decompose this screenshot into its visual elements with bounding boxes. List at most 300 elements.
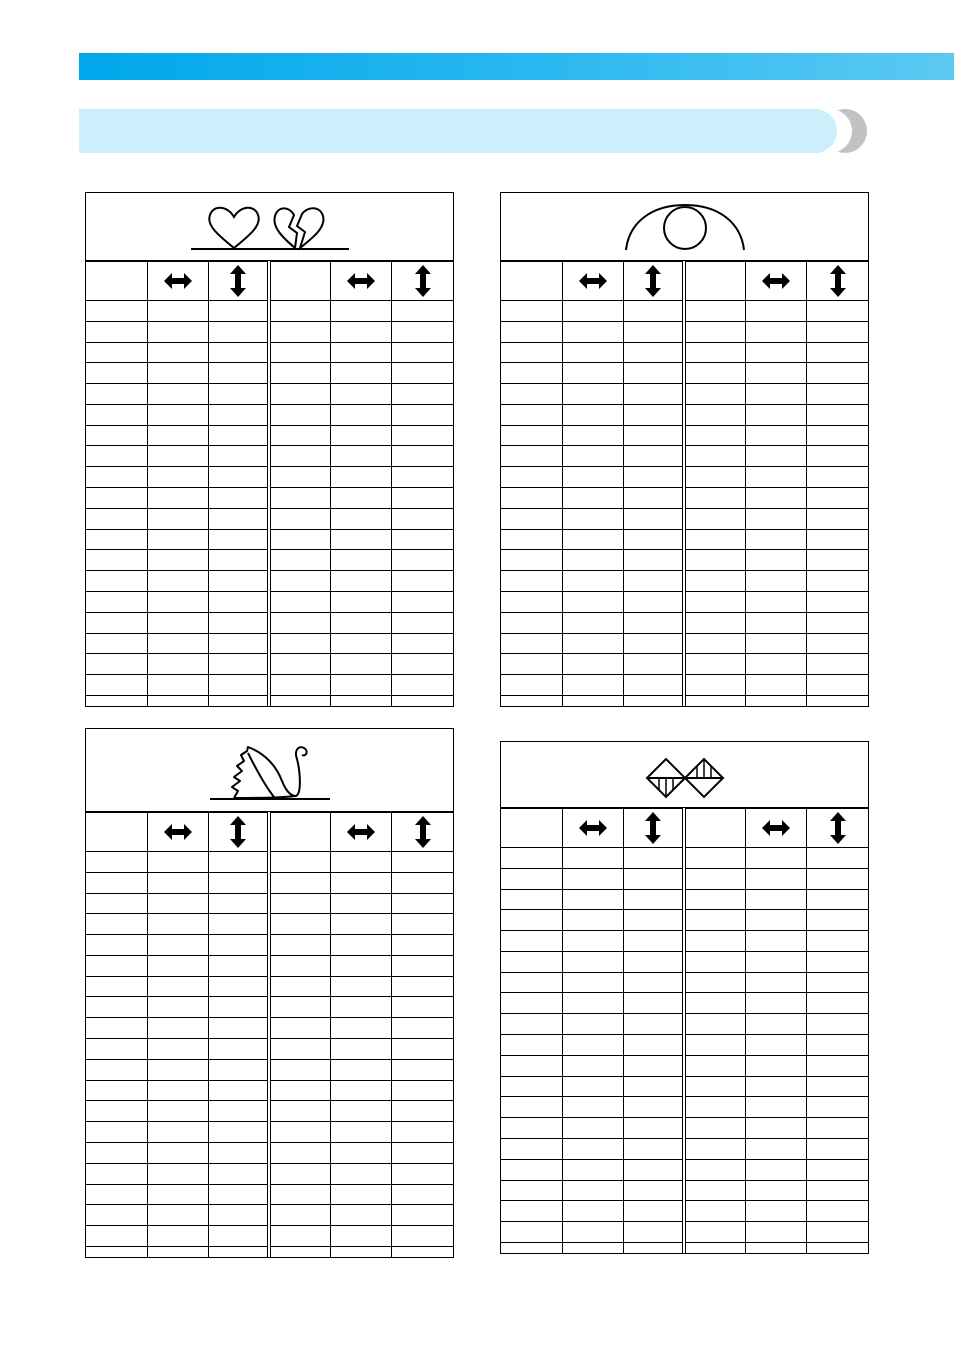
height-header-cell xyxy=(392,262,453,301)
record-cell xyxy=(331,654,392,675)
record-cell xyxy=(86,591,147,612)
record-cell xyxy=(86,446,147,467)
table-row xyxy=(86,997,453,1018)
record-cell xyxy=(331,529,392,550)
record-cell xyxy=(501,675,562,696)
diamond-record-table xyxy=(500,741,869,1254)
record-cell xyxy=(147,675,208,696)
record-cell xyxy=(807,342,868,363)
record-cell xyxy=(684,342,745,363)
left-right-arrow-icon xyxy=(762,273,790,289)
record-cell xyxy=(147,1142,208,1163)
record-cell xyxy=(501,529,562,550)
record-cell xyxy=(392,529,453,550)
table-row xyxy=(501,1222,868,1243)
header-row xyxy=(501,262,868,301)
record-cell xyxy=(807,1055,868,1076)
record-cell xyxy=(623,1014,684,1035)
record-cell xyxy=(684,1180,745,1201)
record-cell xyxy=(208,550,269,571)
record-cell xyxy=(86,633,147,654)
record-cell xyxy=(623,384,684,405)
record-cell xyxy=(562,301,623,322)
record-cell xyxy=(746,1035,807,1056)
table-row xyxy=(86,695,453,706)
record-cell xyxy=(562,321,623,342)
record-cell xyxy=(147,488,208,509)
record-cell xyxy=(86,1101,147,1122)
record-cell xyxy=(746,529,807,550)
record-cell xyxy=(392,384,453,405)
record-cell xyxy=(623,529,684,550)
record-cell xyxy=(208,321,269,342)
record-cell xyxy=(208,1122,269,1143)
record-cell xyxy=(746,868,807,889)
height-header-cell xyxy=(807,809,868,848)
record-cell xyxy=(562,889,623,910)
record-cell xyxy=(147,1122,208,1143)
height-header-cell xyxy=(208,813,269,852)
up-down-arrow-icon xyxy=(830,812,846,844)
record-cell xyxy=(623,910,684,931)
record-cell xyxy=(807,868,868,889)
record-cell xyxy=(269,1080,330,1101)
record-cell xyxy=(392,467,453,488)
record-cell xyxy=(807,848,868,869)
record-cell xyxy=(392,571,453,592)
record-cell xyxy=(331,550,392,571)
record-cell xyxy=(746,342,807,363)
record-cell xyxy=(269,508,330,529)
record-cell xyxy=(562,1097,623,1118)
record-cell xyxy=(623,591,684,612)
record-cell xyxy=(331,425,392,446)
record-cell xyxy=(392,914,453,935)
record-cell xyxy=(623,1097,684,1118)
record-cell xyxy=(623,1242,684,1253)
record-cell xyxy=(746,404,807,425)
up-down-arrow-icon xyxy=(230,816,246,848)
width-header-cell xyxy=(746,809,807,848)
number-header-cell xyxy=(684,809,745,848)
record-cell xyxy=(392,488,453,509)
table-row xyxy=(86,675,453,696)
record-cell xyxy=(392,695,453,706)
record-cell xyxy=(807,404,868,425)
record-cell xyxy=(562,1076,623,1097)
record-cell xyxy=(86,425,147,446)
record-cell xyxy=(86,1018,147,1039)
record-cell xyxy=(331,571,392,592)
record-cell xyxy=(746,467,807,488)
table-row xyxy=(86,1163,453,1184)
record-cell xyxy=(331,591,392,612)
record-cell xyxy=(331,935,392,956)
record-cell xyxy=(746,1055,807,1076)
table-row xyxy=(86,1205,453,1226)
record-cell xyxy=(684,488,745,509)
record-cell xyxy=(331,1101,392,1122)
record-cell xyxy=(501,910,562,931)
record-cell xyxy=(331,363,392,384)
record-cell xyxy=(562,1138,623,1159)
record-cell xyxy=(147,1080,208,1101)
up-down-arrow-icon xyxy=(645,265,661,297)
record-cell xyxy=(269,1205,330,1226)
record-cell xyxy=(331,1080,392,1101)
record-cell xyxy=(684,571,745,592)
record-cell xyxy=(562,654,623,675)
record-cell xyxy=(331,508,392,529)
record-cell xyxy=(684,889,745,910)
record-cell xyxy=(562,972,623,993)
circle-record-table xyxy=(500,192,869,707)
table-row xyxy=(86,550,453,571)
record-cell xyxy=(147,1246,208,1257)
record-cell xyxy=(147,1018,208,1039)
record-cell xyxy=(807,1035,868,1056)
table-row xyxy=(86,1059,453,1080)
record-cell xyxy=(501,931,562,952)
record-cell xyxy=(208,955,269,976)
table-row xyxy=(86,872,453,893)
record-cell xyxy=(269,675,330,696)
left-right-arrow-icon xyxy=(347,824,375,840)
height-header-cell xyxy=(807,262,868,301)
table-row xyxy=(501,404,868,425)
table-row xyxy=(86,591,453,612)
record-cell xyxy=(269,404,330,425)
record-cell xyxy=(147,852,208,873)
record-cell xyxy=(86,1205,147,1226)
record-cell xyxy=(562,1118,623,1139)
record-cell xyxy=(392,893,453,914)
table-row xyxy=(501,1159,868,1180)
width-header-cell xyxy=(562,809,623,848)
record-cell xyxy=(392,1246,453,1257)
record-cell xyxy=(562,1014,623,1035)
record-cell xyxy=(269,301,330,322)
record-cell xyxy=(501,1076,562,1097)
record-cell xyxy=(562,1055,623,1076)
record-cell xyxy=(392,301,453,322)
record-cell xyxy=(86,467,147,488)
number-header-cell xyxy=(269,262,330,301)
record-cell xyxy=(208,976,269,997)
record-cell xyxy=(269,488,330,509)
table-row xyxy=(86,893,453,914)
record-cell xyxy=(86,1246,147,1257)
record-cell xyxy=(86,1142,147,1163)
record-cell xyxy=(392,675,453,696)
table-row xyxy=(501,1201,868,1222)
height-header-cell xyxy=(208,262,269,301)
left-right-arrow-icon xyxy=(347,273,375,289)
table-row xyxy=(501,488,868,509)
table-row xyxy=(86,1122,453,1143)
table-row xyxy=(86,654,453,675)
record-cell xyxy=(807,993,868,1014)
record-cell xyxy=(86,508,147,529)
circle-motif xyxy=(501,193,868,261)
record-cell xyxy=(807,363,868,384)
record-cell xyxy=(562,868,623,889)
record-cell xyxy=(807,467,868,488)
record-cell xyxy=(746,301,807,322)
record-cell xyxy=(331,384,392,405)
record-cell xyxy=(269,1226,330,1247)
record-cell xyxy=(501,384,562,405)
record-cell xyxy=(269,976,330,997)
table-row xyxy=(501,1055,868,1076)
record-cell xyxy=(684,972,745,993)
record-cell xyxy=(147,872,208,893)
record-cell xyxy=(331,1059,392,1080)
record-cell xyxy=(807,951,868,972)
record-cell xyxy=(807,488,868,509)
record-cell xyxy=(684,1242,745,1253)
top-header-bar xyxy=(79,53,954,80)
record-cell xyxy=(269,342,330,363)
table-row xyxy=(86,529,453,550)
record-cell xyxy=(86,872,147,893)
width-header-cell xyxy=(331,813,392,852)
record-cell xyxy=(501,1138,562,1159)
record-cell xyxy=(623,404,684,425)
record-cell xyxy=(746,848,807,869)
number-header-cell xyxy=(86,262,147,301)
table-row xyxy=(86,1142,453,1163)
record-cell xyxy=(269,1039,330,1060)
record-cell xyxy=(331,955,392,976)
record-cell xyxy=(807,384,868,405)
record-cell xyxy=(208,935,269,956)
table-row xyxy=(501,508,868,529)
record-cell xyxy=(269,893,330,914)
record-cell xyxy=(86,914,147,935)
record-cell xyxy=(147,363,208,384)
record-cell xyxy=(684,1076,745,1097)
record-cell xyxy=(501,1159,562,1180)
record-cell xyxy=(684,1055,745,1076)
table-row xyxy=(501,384,868,405)
record-cell xyxy=(684,951,745,972)
record-cell xyxy=(392,1039,453,1060)
record-cell xyxy=(746,633,807,654)
record-cell xyxy=(684,508,745,529)
table-row xyxy=(86,612,453,633)
record-cell xyxy=(86,1226,147,1247)
record-cell xyxy=(684,1138,745,1159)
record-cell xyxy=(86,935,147,956)
record-cell xyxy=(684,591,745,612)
record-cell xyxy=(269,384,330,405)
record-cell xyxy=(331,1122,392,1143)
record-cell xyxy=(623,1138,684,1159)
record-cell xyxy=(501,342,562,363)
record-cell xyxy=(331,633,392,654)
record-cell xyxy=(147,976,208,997)
table-row xyxy=(501,848,868,869)
record-cell xyxy=(501,633,562,654)
record-cell xyxy=(807,301,868,322)
record-cell xyxy=(147,695,208,706)
record-cell xyxy=(86,1080,147,1101)
table-row xyxy=(86,1226,453,1247)
table-row xyxy=(501,1180,868,1201)
record-cell xyxy=(684,550,745,571)
number-header-cell xyxy=(684,262,745,301)
table-row xyxy=(86,1101,453,1122)
width-header-cell xyxy=(746,262,807,301)
record-cell xyxy=(392,976,453,997)
table-row xyxy=(501,571,868,592)
record-cell xyxy=(501,508,562,529)
record-cell xyxy=(684,321,745,342)
record-cell xyxy=(807,675,868,696)
record-cell xyxy=(746,508,807,529)
record-cell xyxy=(501,972,562,993)
up-down-arrow-icon xyxy=(230,265,246,297)
record-cell xyxy=(392,591,453,612)
double-diamond-icon xyxy=(501,742,868,807)
record-cell xyxy=(269,1059,330,1080)
record-cell xyxy=(331,1205,392,1226)
record-cell xyxy=(147,321,208,342)
record-cell xyxy=(331,1018,392,1039)
record-cell xyxy=(746,1138,807,1159)
record-cell xyxy=(392,997,453,1018)
record-cell xyxy=(746,591,807,612)
record-cell xyxy=(86,301,147,322)
record-cell xyxy=(331,1246,392,1257)
record-cell xyxy=(86,695,147,706)
number-header-cell xyxy=(269,813,330,852)
record-cell xyxy=(746,488,807,509)
record-cell xyxy=(562,633,623,654)
record-cell xyxy=(208,342,269,363)
record-cell xyxy=(623,1076,684,1097)
record-cell xyxy=(807,910,868,931)
record-cell xyxy=(208,633,269,654)
record-cell xyxy=(807,612,868,633)
record-cell xyxy=(562,1180,623,1201)
record-cell xyxy=(86,342,147,363)
table-row xyxy=(501,321,868,342)
record-cell xyxy=(807,931,868,952)
record-cell xyxy=(208,914,269,935)
table-row xyxy=(501,633,868,654)
table-row xyxy=(86,508,453,529)
record-cell xyxy=(208,529,269,550)
table-row xyxy=(86,571,453,592)
record-cell xyxy=(147,633,208,654)
record-cell xyxy=(331,695,392,706)
record-cell xyxy=(746,993,807,1014)
record-cell xyxy=(684,868,745,889)
record-cell xyxy=(684,404,745,425)
table-row xyxy=(86,1039,453,1060)
record-cell xyxy=(562,612,623,633)
record-cell xyxy=(86,321,147,342)
record-cell xyxy=(392,955,453,976)
record-cell xyxy=(623,848,684,869)
record-cell xyxy=(86,384,147,405)
left-right-arrow-icon xyxy=(579,820,607,836)
record-cell xyxy=(684,1159,745,1180)
record-cell xyxy=(623,1118,684,1139)
record-cell xyxy=(392,342,453,363)
record-cell xyxy=(208,446,269,467)
record-cell xyxy=(86,363,147,384)
record-cell xyxy=(623,425,684,446)
record-cell xyxy=(684,1035,745,1056)
record-cell xyxy=(807,1242,868,1253)
record-cell xyxy=(331,893,392,914)
table-row xyxy=(501,591,868,612)
record-cell xyxy=(269,997,330,1018)
table-row xyxy=(501,675,868,696)
record-cell xyxy=(269,612,330,633)
record-cell xyxy=(623,1201,684,1222)
table-row xyxy=(501,931,868,952)
table-row xyxy=(86,976,453,997)
record-cell xyxy=(501,1055,562,1076)
record-cell xyxy=(331,1184,392,1205)
record-cell xyxy=(501,467,562,488)
record-cell xyxy=(86,675,147,696)
record-cell xyxy=(562,1201,623,1222)
record-cell xyxy=(208,1080,269,1101)
record-cell xyxy=(501,654,562,675)
record-cell xyxy=(807,508,868,529)
record-cell xyxy=(501,1242,562,1253)
record-cell xyxy=(562,384,623,405)
record-cell xyxy=(331,467,392,488)
record-cell xyxy=(208,571,269,592)
record-cell xyxy=(331,301,392,322)
record-cell xyxy=(623,342,684,363)
table-row xyxy=(86,935,453,956)
record-cell xyxy=(501,1118,562,1139)
table-row xyxy=(501,467,868,488)
record-cell xyxy=(147,425,208,446)
record-cell xyxy=(684,1097,745,1118)
record-cell xyxy=(392,1080,453,1101)
record-cell xyxy=(147,1039,208,1060)
record-cell xyxy=(501,404,562,425)
record-cell xyxy=(147,342,208,363)
record-cell xyxy=(208,1226,269,1247)
record-cell xyxy=(331,852,392,873)
record-cell xyxy=(208,404,269,425)
header-row xyxy=(86,262,453,301)
record-cell xyxy=(392,1226,453,1247)
record-cell xyxy=(501,571,562,592)
record-cell xyxy=(208,654,269,675)
left-right-arrow-icon xyxy=(762,820,790,836)
record-cell xyxy=(208,591,269,612)
up-down-arrow-icon xyxy=(830,265,846,297)
record-cell xyxy=(392,363,453,384)
record-cell xyxy=(86,571,147,592)
table-row xyxy=(501,550,868,571)
record-cell xyxy=(86,654,147,675)
left-right-arrow-icon xyxy=(164,824,192,840)
record-cell xyxy=(562,993,623,1014)
record-cell xyxy=(147,893,208,914)
left-right-arrow-icon xyxy=(579,273,607,289)
